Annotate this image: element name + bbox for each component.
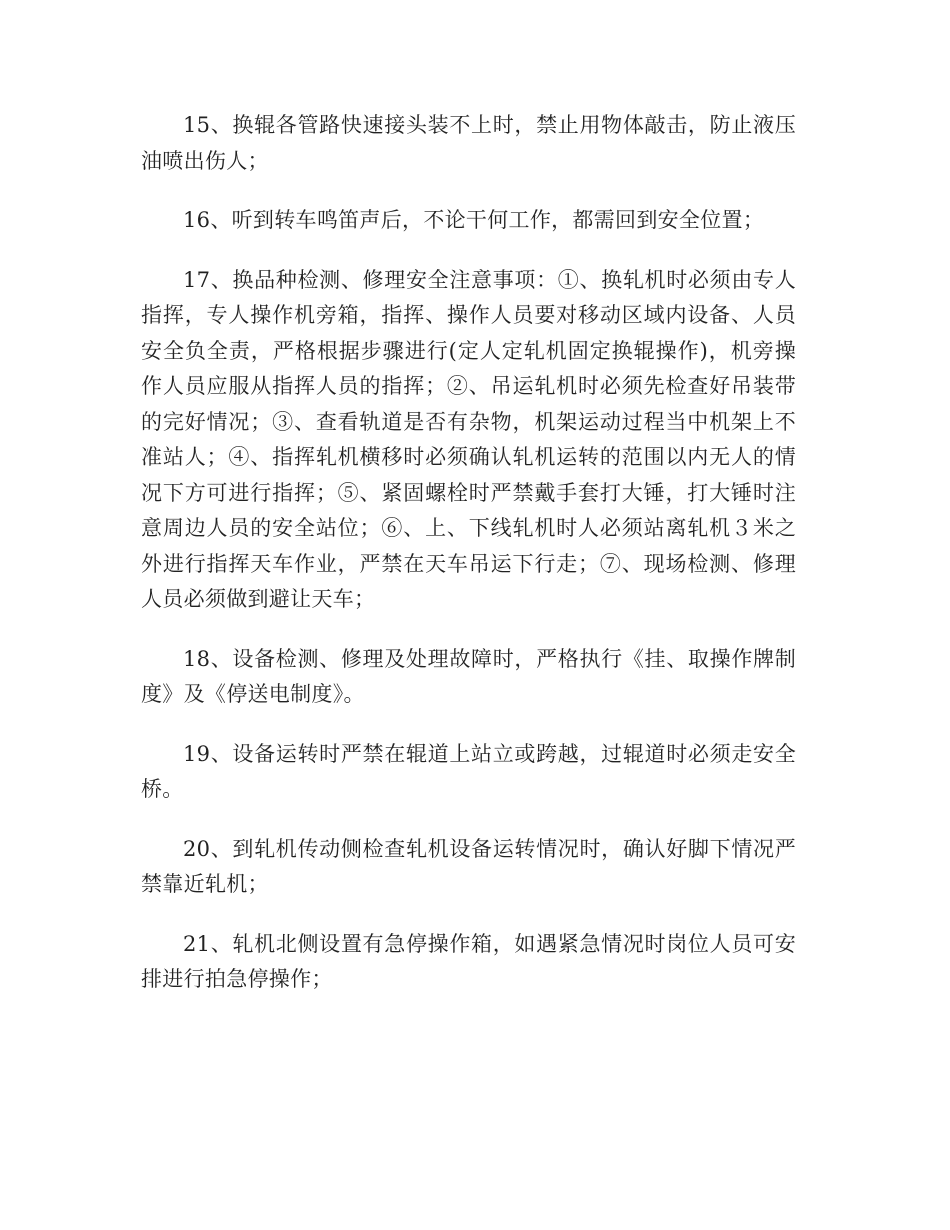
paragraph-19: 19、设备运转时严禁在辊道上站立或跨越，过辊道时必须走安全桥。 [141,741,796,801]
paragraph-18: 18、设备检测、修理及处理故障时，严格执行《挂、取操作牌制度》及《停送电制度》。 [141,646,796,706]
paragraph-21: 21、轧机北侧设置有急停操作箱，如遇紧急情况时岗位人员可安排进行拍急停操作； [141,931,796,991]
paragraph-20: 20、到轧机传动侧检查轧机设备运转情况时，确认好脚下情况严禁靠近轧机； [141,836,796,896]
paragraph-15: 15、换辊各管路快速接头装不上时，禁止用物体敲击，防止液压油喷出伤人； [141,113,796,173]
paragraph-17: 17、换品种检测、修理安全注意事项：①、换轧机时必须由专人指挥，专人操作机旁箱，指挥、操作人员要对移动区域内设备、人员安全负全责，严格根据步骤进行(定人定轧机固定换辊操作)，机旁操作人员应服从指挥人员的指挥；②、吊运轧机时必须先检查好吊装带的完好情况；③、查看轨道是否有杂物，机架运动过程当中机架上不准站人；④、指挥轧机横移时必须确认轧机运转的范围以内无人的情况下方可进行指挥；⑤、紧固螺栓时严禁戴手套打大锤，打大锤时注意周边人员的安全站位；⑥、上、下线轧机时人必须站离轧机３米之外进行指挥天车作业，严禁在天车吊运下行走；⑦、现场检测、修理人员必须做到避让天车； [141,267,796,611]
paragraph-16: 16、听到转车鸣笛声后，不论干何工作，都需回到安全位置； [183,208,765,232]
document-body [141,108,796,1022]
